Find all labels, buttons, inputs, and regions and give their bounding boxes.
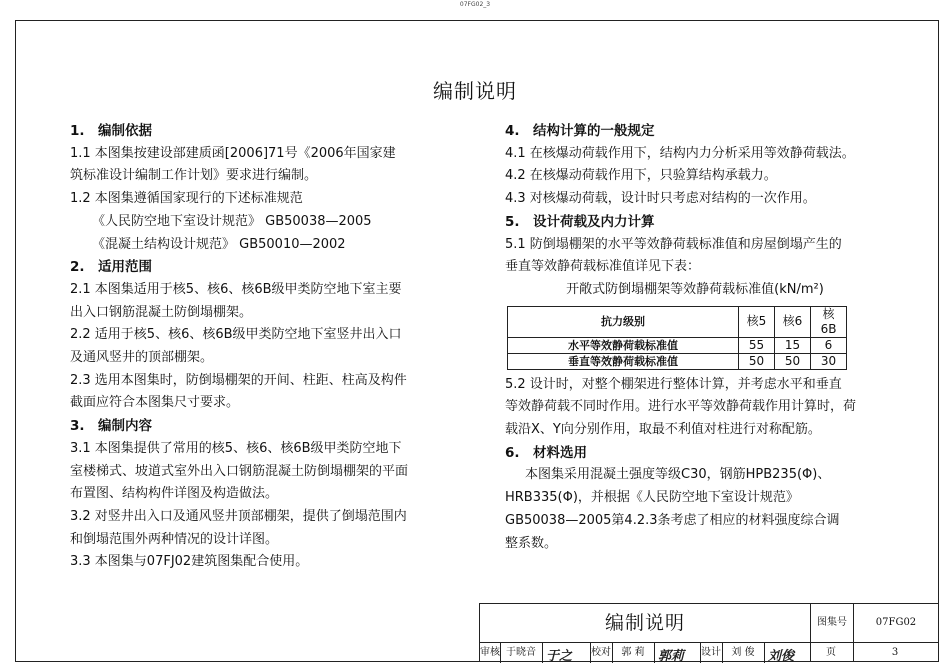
section-heading: 5. 设计荷载及内力计算 xyxy=(505,213,655,230)
cell-value: 55 xyxy=(739,337,775,353)
check-label: 校对 xyxy=(591,647,611,658)
paragraph-line: 5.1 防倒塌棚架的水平等效静荷载标准值和房屋倒塌产生的 xyxy=(505,236,842,252)
paragraph-line: 《混凝土结构设计规范》 GB50010—2002 xyxy=(92,236,346,252)
title-block-title: 编制说明 xyxy=(604,612,685,634)
section-heading: 6. 材料选用 xyxy=(505,444,588,461)
right-column xyxy=(505,120,905,555)
paragraph-line: HRB335(Φ)，并根据《人民防空地下室设计规范》 xyxy=(505,490,799,506)
paragraph-line: 等效静荷载不同时作用。进行水平等效静荷载作用计算时，荷 xyxy=(505,399,857,415)
table-row xyxy=(508,353,847,369)
page-header-code: 07FG02_3 xyxy=(459,1,491,8)
paragraph-line: 本图集采用混凝土强度等级C30，钢筋HPB235(Φ)、 xyxy=(525,467,831,483)
design-label: 设计 xyxy=(701,647,721,658)
cell-value: 6 xyxy=(811,337,847,353)
section-heading: 4. 结构计算的一般规定 xyxy=(505,123,655,139)
paragraph-line: GB50038—2005第4.2.3条考虑了相应的材料强度综合调 xyxy=(505,512,840,528)
row-label: 垂直等效静荷载标准值 xyxy=(508,353,739,369)
atlas-number: 07FG02 xyxy=(875,617,917,628)
left-column xyxy=(70,120,460,574)
cell-value: 30 xyxy=(811,353,847,369)
load-table-header-6: 核6 xyxy=(775,306,811,337)
document-title: 编制说明 xyxy=(433,79,517,103)
page-label: 页 xyxy=(826,647,836,658)
design-signature: 刘俊 xyxy=(768,649,795,664)
paragraph-line: 筑标准设计编制工作计划》要求进行编制。 xyxy=(70,168,318,184)
cell-value: 15 xyxy=(775,337,811,353)
paragraph-line: 5.2 设计时，对整个棚架进行整体计算，并考虑水平和垂直 xyxy=(505,376,842,392)
paragraph-line: 和倒塌范围外两种情况的设计详图。 xyxy=(70,531,279,547)
cell-value: 50 xyxy=(775,353,811,369)
row-label: 水平等效静荷载标准值 xyxy=(508,337,739,353)
paragraph-line: 整系数。 xyxy=(505,535,558,551)
cell-value: 50 xyxy=(739,353,775,369)
paragraph-line: 及通风竖井的顶部棚架。 xyxy=(70,350,214,366)
load-table-header-grade: 抗力级别 xyxy=(508,306,739,337)
load-table-header-6b: 核6B xyxy=(811,306,847,337)
title-block xyxy=(479,603,939,662)
paragraph-line: 出入口钢筋混凝土防倒塌棚架。 xyxy=(70,304,253,320)
paragraph-line: 1.1 本图集按建设部建质函[2006]71号《2006年国家建 xyxy=(70,145,396,161)
check-signature: 郭莉 xyxy=(658,649,685,664)
paragraph-line: 4.3 对核爆动荷载，设计时只考虑对结构的一次作用。 xyxy=(505,191,816,207)
table-row xyxy=(508,337,847,353)
paragraph-line: 2.2 适用于核5、核6、核6B级甲类防空地下室竖井出入口 xyxy=(70,327,402,343)
section-heading: 3. 编制内容 xyxy=(70,418,153,435)
review-label: 审核 xyxy=(480,647,500,658)
load-table-header-5: 核5 xyxy=(739,306,775,337)
paragraph-line: 截面应符合本图集尺寸要求。 xyxy=(70,395,240,411)
paragraph-line: 《人民防空地下室设计规范》 GB50038—2005 xyxy=(92,213,372,229)
paragraph-line: 垂直等效静荷载标准值详见下表： xyxy=(505,259,701,275)
paragraph-line: 1.2 本图集遵循国家现行的下述标准规范 xyxy=(70,191,303,207)
paragraph-line: 4.2 在核爆动荷载作用下，只验算结构承载力。 xyxy=(505,168,777,184)
table-caption: 开敞式防倒塌棚架等效静荷载标准值(kN/m²) xyxy=(566,281,824,297)
paragraph-line: 3.1 本图集提供了常用的核5、核6、核6B级甲类防空地下 xyxy=(70,440,402,456)
load-table-header xyxy=(508,306,847,337)
load-table xyxy=(507,306,847,370)
paragraph-line: 2.3 选用本图集时，防倒塌棚架的开间、柱距、柱高及构件 xyxy=(70,372,407,388)
paragraph-line: 3.2 对竖井出入口及通风竖井顶部棚架，提供了倒塌范围内 xyxy=(70,508,407,524)
paragraph-line: 室楼梯式、坡道式室外出入口钢筋混凝土防倒塌棚架的平面 xyxy=(70,463,409,479)
check-name: 郭 莉 xyxy=(621,647,645,658)
paragraph-line: 4.1 在核爆动荷载作用下，结构内力分析采用等效静荷载法。 xyxy=(505,145,855,161)
design-name: 刘 俊 xyxy=(731,647,755,658)
review-name: 于晓音 xyxy=(506,647,536,658)
atlas-number-label: 图集号 xyxy=(817,617,847,628)
section-heading: 2. 适用范围 xyxy=(70,259,153,276)
paragraph-line: 载沿X、Y向分别作用，取最不利值对柱进行对称配筋。 xyxy=(505,422,821,438)
paragraph-line: 3.3 本图集与07FJ02建筑图集配合使用。 xyxy=(70,554,309,570)
page-number: 3 xyxy=(891,647,899,658)
paragraph-line: 2.1 本图集适用于核5、核6、核6B级甲类防空地下室主要 xyxy=(70,281,402,297)
section-heading: 1. 编制依据 xyxy=(70,123,153,139)
paragraph-line: 布置图、结构构件详图及构造做法。 xyxy=(70,486,279,502)
review-signature: 于之 xyxy=(546,649,573,664)
